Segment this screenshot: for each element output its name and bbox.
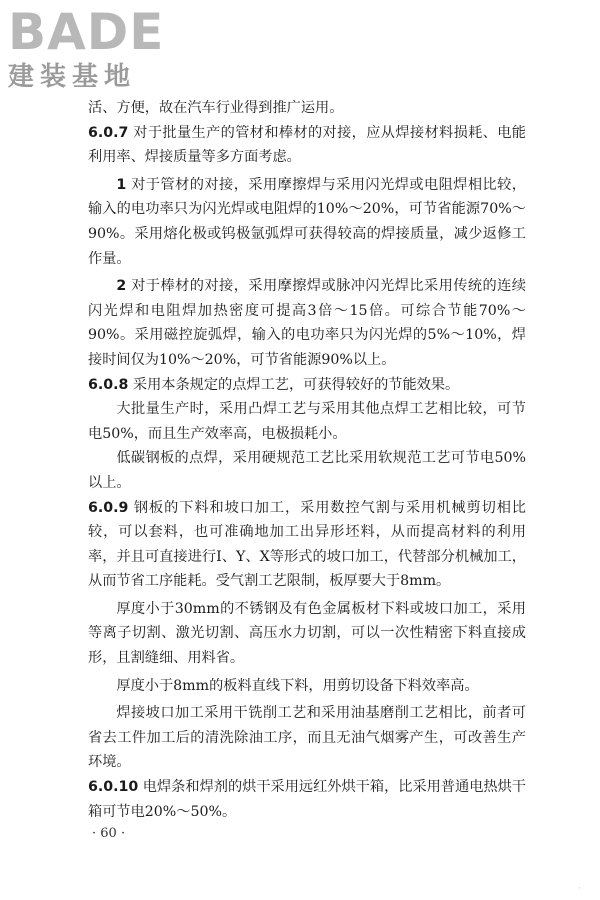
item-text: 对于管材的对接，采用摩擦焊与采用闪光焊或电阻焊相比较，输入的电功率只为闪光焊或电阻焊的10%～20%，可节省能源70%～90%。采用熔化极或钨极氩弧焊可获得较高的焊接质量，减少返修工作量。 [88,176,526,267]
paragraph: 大批量生产时，采用凸焊工艺与采用其他点焊工艺相比较，可节电50%，而且生产效率高，电极损耗小。 [88,401,526,442]
logo-subtitle: 建装基地 [8,62,137,92]
clause-number: 6.0.10 [88,779,139,796]
clause-number: 6.0.7 [88,124,129,141]
paragraph: 厚度小于30mm的不锈钢及有色金属板材下料或坡口加工，采用等离子切割、激光切割、高压水力切割，可以一次性精密下料直接成形，且割缝细、用料省。 [88,600,526,667]
corner-mark: · [578,884,581,894]
page-number: · 60 · [92,826,126,841]
clause-text: 钢板的下料和坡口加工，采用数控气割与采用机械剪切相比较，可以套料，也可准确地加工出异形坯料，从而提高材料的利用率，并且可直接进行I、Y、X等形式的坡口加工，代替部分机械加工，从而节省工序能耗。受气割工艺限制，板厚要大于8mm。 [88,499,526,590]
clause-6-0-9 [88,496,526,594]
clause-6-0-8 [88,373,526,398]
clause-6-0-7 [88,121,526,170]
item-number: 2 [116,278,127,295]
site-logo [8,3,188,92]
paragraph: 焊接坡口加工采用干铣削工艺和采用油基磨削工艺相比，前者可省去工件加工后的清洗除油工序，而且无油气烟雾产生，可改善生产环境。 [88,705,526,771]
item-number: 1 [116,176,127,193]
clause-text: 对于批量生产的管材和棒材的对接，应从焊接材料损耗、电能利用率、焊接质量等多方面考虑。 [88,124,526,166]
logo-wordmark: BADE [8,3,165,61]
clause-text: 电焊条和焊剂的烘干采用远红外烘干箱，比采用普通电热烘干箱可节电20%～50%。 [88,779,526,820]
clause-item-1 [88,173,526,271]
clause-item-2 [88,274,526,372]
paragraph-text: 活、方便，故在汽车行业得到推广运用。 [88,100,344,116]
clause-text: 采用本条规定的点焊工艺，可获得较好的节能效果。 [132,376,460,393]
clause-number: 6.0.8 [88,376,129,393]
document-body [88,96,526,824]
paragraph-continuation [88,96,526,121]
item-text: 对于棒材的对接，采用摩擦焊或脉冲闪光焊比采用传统的连续闪光焊和电阻焊加热密度可提高3倍～15倍。可综合节能70%～90%。采用磁控旋弧焊，输入的电功率只为闪光焊的5%～10%，焊接时间仅为10%～20%，可节省能源90%以上。 [88,278,526,368]
paragraph: 厚度小于8mm的板料直线下料，用剪切设备下料效率高。 [116,677,479,694]
clause-number: 6.0.9 [88,499,129,516]
paragraph: 低碳钢板的点焊，采用硬规范工艺比采用软规范工艺可节电50%以上。 [88,450,526,491]
clause-6-0-10 [88,775,526,824]
